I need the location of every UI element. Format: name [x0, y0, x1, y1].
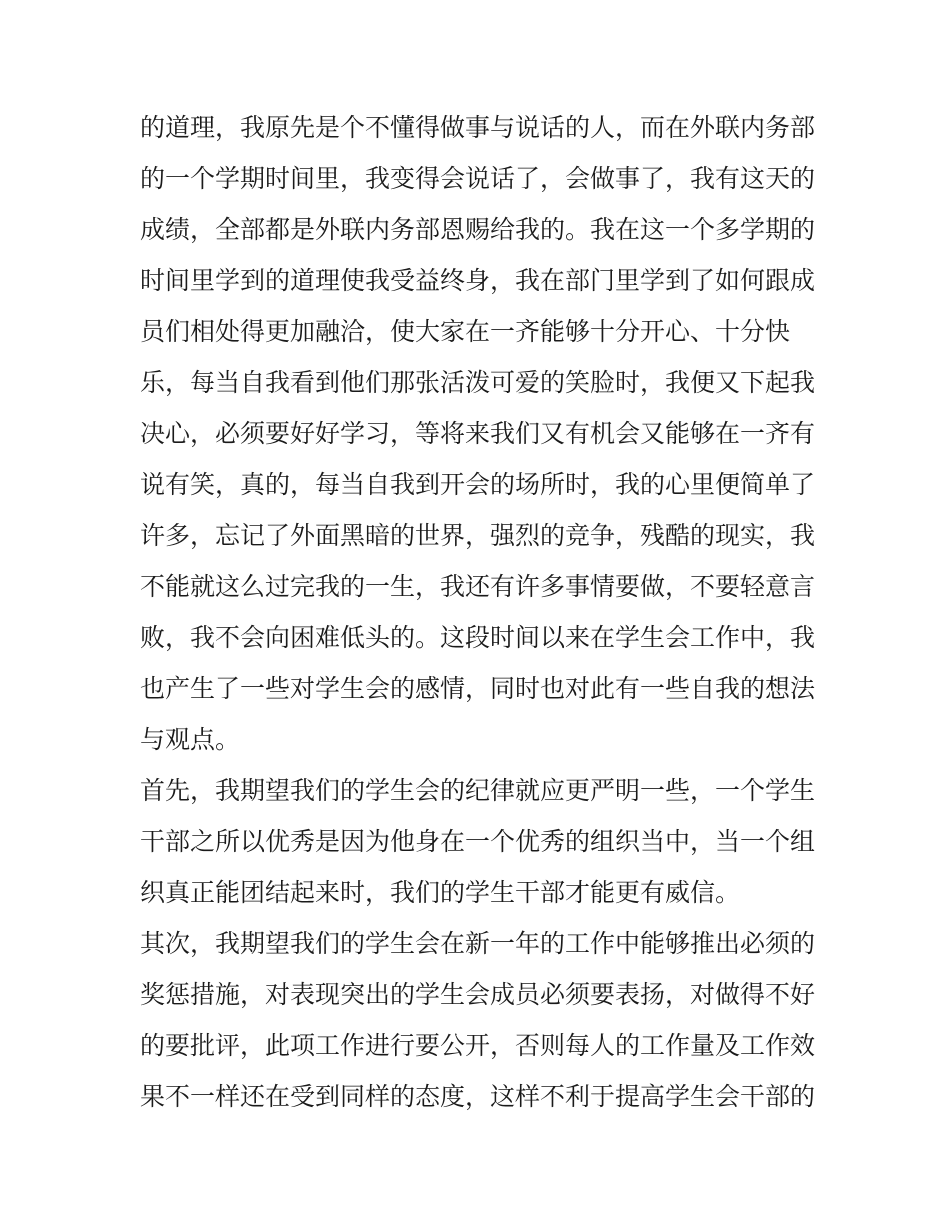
text-line: 许多，忘记了外面黑暗的世界，强烈的竞争，残酷的现实，我 [140, 521, 816, 550]
text-line: 奖惩措施，对表现突出的学生会成员必须要表扬，对做得不好 [140, 980, 816, 1009]
text-line: 决心，必须要好好学习，等将来我们又有机会又能够在一齐有 [140, 419, 816, 448]
text-line: 的要批评，此项工作进行要公开，否则每人的工作量及工作效 [140, 1031, 816, 1060]
text-line: 织真正能团结起来时，我们的学生干部才能更有威信。 [140, 878, 741, 907]
text-line: 干部之所以优秀是因为他身在一个优秀的组织当中，当一个组 [140, 827, 816, 856]
text-line: 的道理，我原先是个不懂得做事与说话的人，而在外联内务部 [140, 113, 816, 142]
text-line: 败，我不会向困难低头的。这段时间以来在学生会工作中，我 [140, 623, 816, 652]
text-line: 也产生了一些对学生会的感情，同时也对此有一些自我的想法 [140, 674, 816, 703]
text-line: 的一个学期时间里，我变得会说话了，会做事了，我有这天的 [140, 164, 816, 193]
text-line: 不能就这么过完我的一生，我还有许多事情要做，不要轻意言 [140, 572, 816, 601]
text-line: 果不一样还在受到同样的态度，这样不利于提高学生会干部的 [140, 1082, 816, 1111]
text-line: 成绩，全部都是外联内务部恩赐给我的。我在这一个多学期的 [140, 215, 816, 244]
text-line: 其次，我期望我们的学生会在新一年的工作中能够推出必须的 [140, 929, 816, 958]
text-line: 与观点。 [140, 725, 241, 754]
text-line: 首先，我期望我们的学生会的纪律就应更严明一些，一个学生 [140, 776, 816, 805]
document-body [140, 102, 820, 1122]
text-line: 时间里学到的道理使我受益终身，我在部门里学到了如何跟成 [140, 266, 816, 295]
text-line: 说有笑，真的，每当自我到开会的场所时，我的心里便简单了 [140, 470, 816, 499]
text-line: 乐，每当自我看到他们那张活泼可爱的笑脸时，我便又下起我 [140, 368, 816, 397]
text-line: 员们相处得更加融洽，使大家在一齐能够十分开心、十分快 [140, 317, 791, 346]
